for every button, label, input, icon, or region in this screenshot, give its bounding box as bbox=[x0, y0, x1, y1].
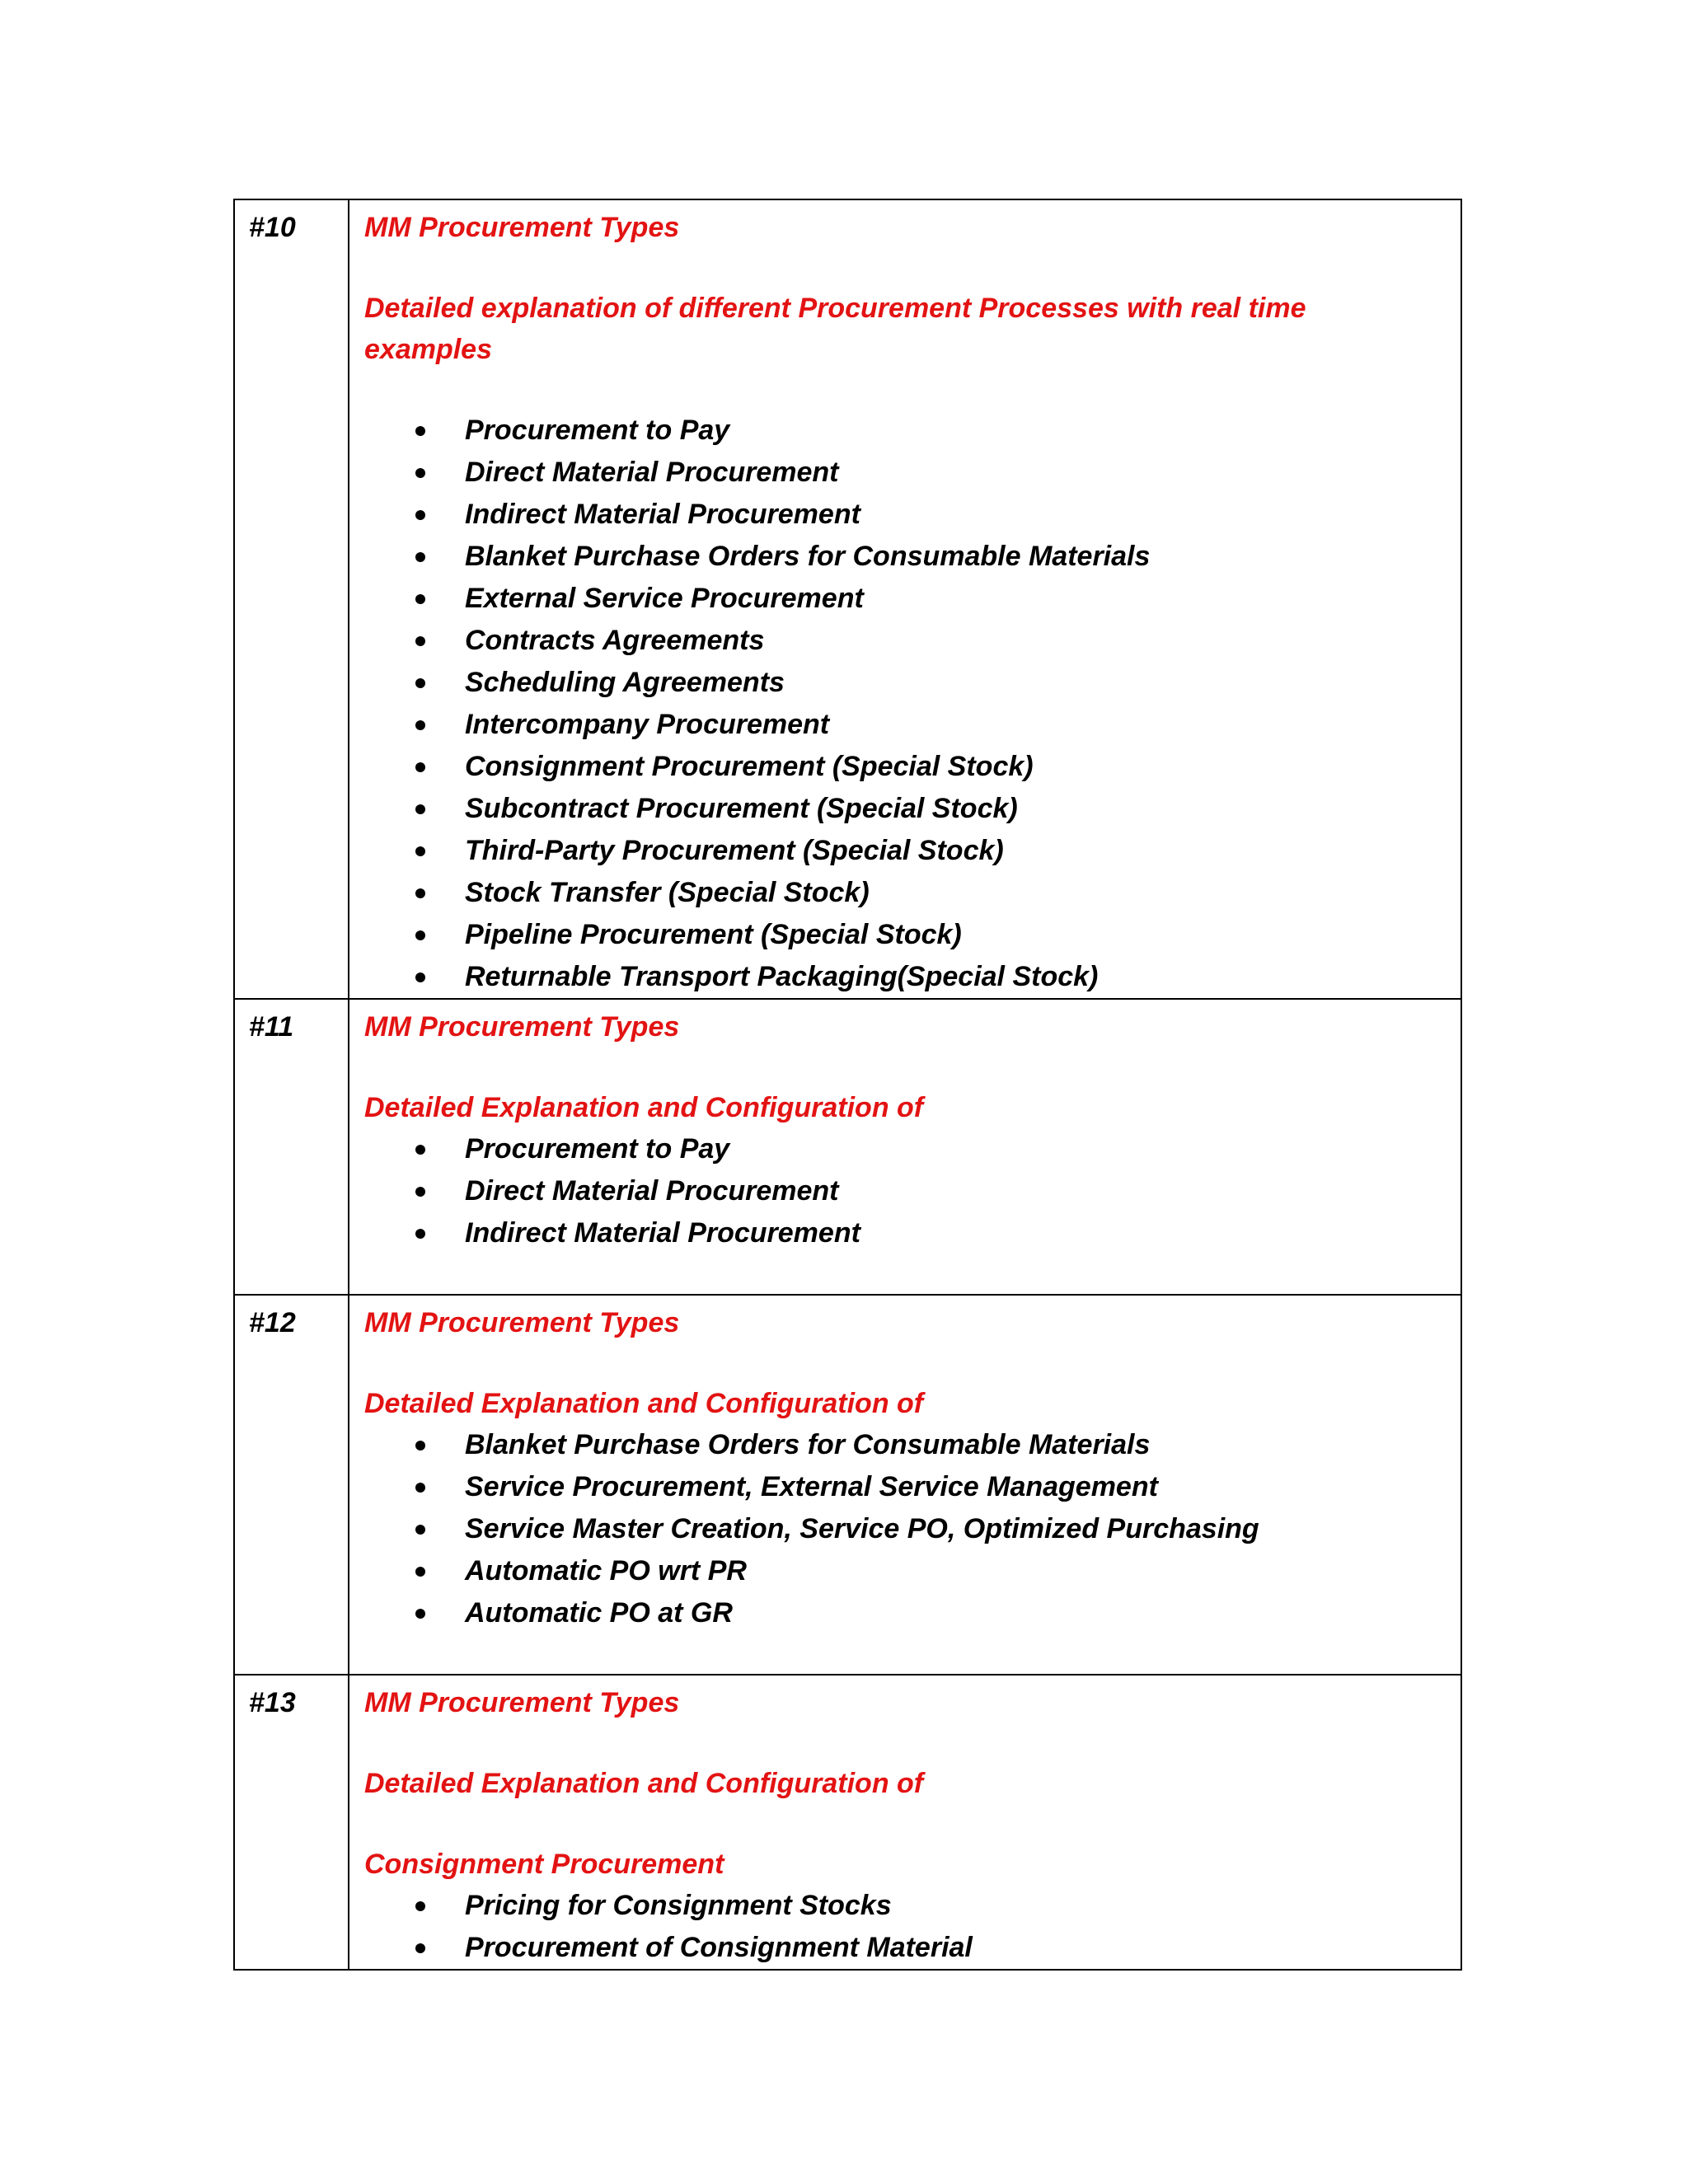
bullet-icon bbox=[415, 804, 425, 814]
session-number-cell bbox=[234, 199, 349, 999]
topic-list bbox=[364, 410, 1444, 998]
session-title: MM Procurement Types bbox=[364, 1687, 680, 1718]
bullet-icon bbox=[415, 888, 425, 898]
bullet-icon bbox=[415, 762, 425, 772]
list-item: Procurement to Pay bbox=[364, 410, 1444, 452]
list-item: Blanket Purchase Orders for Consumable Materials bbox=[364, 536, 1444, 578]
list-item: Stock Transfer (Special Stock) bbox=[364, 872, 1444, 914]
bullet-icon bbox=[415, 1483, 425, 1493]
list-item: Intercompany Procurement bbox=[364, 704, 1444, 746]
session-number: #11 bbox=[249, 1011, 294, 1043]
table-row bbox=[234, 1675, 1461, 1970]
session-number-cell bbox=[234, 1675, 349, 1970]
table-row bbox=[234, 999, 1461, 1295]
bullet-icon bbox=[415, 1145, 425, 1155]
bullet-icon bbox=[415, 1187, 425, 1197]
list-item: Direct Material Procurement bbox=[364, 452, 1444, 494]
list-item: Indirect Material Procurement bbox=[364, 494, 1444, 536]
bullet-icon bbox=[415, 1441, 425, 1451]
table-row bbox=[234, 199, 1461, 999]
list-item: Consignment Procurement (Special Stock) bbox=[364, 746, 1444, 788]
list-item: Procurement to Pay bbox=[364, 1128, 1444, 1170]
bullet-icon bbox=[415, 468, 425, 478]
bullet-icon bbox=[415, 972, 425, 982]
topic-list bbox=[364, 1885, 1444, 1969]
bullet-icon bbox=[415, 720, 425, 730]
list-item: External Service Procurement bbox=[364, 578, 1444, 620]
session-content-cell bbox=[349, 199, 1461, 999]
section-heading: Consignment Procurement bbox=[364, 1849, 724, 1880]
list-item: Scheduling Agreements bbox=[364, 662, 1444, 704]
topic-list bbox=[364, 1128, 1444, 1254]
session-title: MM Procurement Types bbox=[364, 1307, 680, 1338]
bullet-icon bbox=[415, 1567, 425, 1577]
list-item: Returnable Transport Packaging(Special Stock) bbox=[364, 956, 1444, 998]
list-item: Automatic PO wrt PR bbox=[364, 1550, 1444, 1592]
session-number: #12 bbox=[249, 1307, 296, 1338]
session-number: #13 bbox=[249, 1687, 296, 1718]
session-content-cell bbox=[349, 1675, 1461, 1970]
list-item: Automatic PO at GR bbox=[364, 1592, 1444, 1634]
list-item: Direct Material Procurement bbox=[364, 1170, 1444, 1212]
list-item: Pricing for Consignment Stocks bbox=[364, 1885, 1444, 1927]
session-number-cell bbox=[234, 1295, 349, 1675]
bullet-icon bbox=[415, 1901, 425, 1911]
bullet-icon bbox=[415, 636, 425, 646]
bullet-icon bbox=[415, 1229, 425, 1239]
session-number: #10 bbox=[249, 212, 296, 243]
list-item: Contracts Agreements bbox=[364, 620, 1444, 662]
bullet-icon bbox=[415, 426, 425, 436]
session-number-cell bbox=[234, 999, 349, 1295]
table-row bbox=[234, 1295, 1461, 1675]
session-content-cell bbox=[349, 999, 1461, 1295]
bullet-icon bbox=[415, 552, 425, 562]
list-item: Service Procurement, External Service Management bbox=[364, 1466, 1444, 1508]
session-subtitle: Detailed Explanation and Configuration of bbox=[364, 1092, 924, 1123]
bullet-icon bbox=[415, 1609, 425, 1619]
bullet-icon bbox=[415, 1525, 425, 1535]
list-item: Subcontract Procurement (Special Stock) bbox=[364, 788, 1444, 830]
list-item: Blanket Purchase Orders for Consumable Materials bbox=[364, 1424, 1444, 1466]
bullet-icon bbox=[415, 1943, 425, 1953]
session-subtitle: Detailed explanation of different Procurement Processes with real time examples bbox=[364, 293, 1306, 365]
syllabus-table bbox=[233, 199, 1462, 1971]
bullet-icon bbox=[415, 930, 425, 940]
list-item: Pipeline Procurement (Special Stock) bbox=[364, 914, 1444, 956]
bullet-icon bbox=[415, 678, 425, 688]
bullet-icon bbox=[415, 846, 425, 856]
list-item: Indirect Material Procurement bbox=[364, 1212, 1444, 1254]
topic-list bbox=[364, 1424, 1444, 1634]
session-subtitle: Detailed Explanation and Configuration of bbox=[364, 1768, 924, 1799]
bullet-icon bbox=[415, 510, 425, 520]
list-item: Service Master Creation, Service PO, Optimized Purchasing bbox=[364, 1508, 1444, 1550]
list-item: Third-Party Procurement (Special Stock) bbox=[364, 830, 1444, 872]
list-item: Procurement of Consignment Material bbox=[364, 1927, 1444, 1969]
bullet-icon bbox=[415, 594, 425, 604]
session-title: MM Procurement Types bbox=[364, 1011, 680, 1043]
session-title: MM Procurement Types bbox=[364, 212, 680, 243]
session-content-cell bbox=[349, 1295, 1461, 1675]
session-subtitle: Detailed Explanation and Configuration of bbox=[364, 1388, 924, 1419]
